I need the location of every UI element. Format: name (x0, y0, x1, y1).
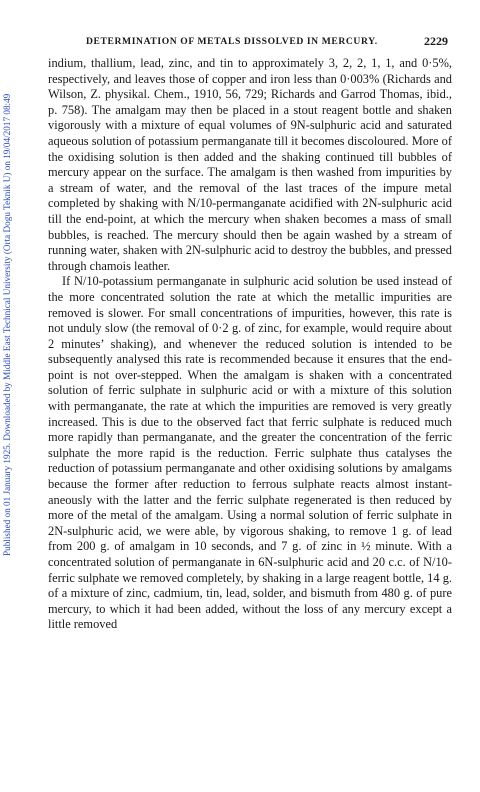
body-text (48, 56, 452, 633)
publication-side-note (2, 0, 16, 560)
page-header (86, 34, 448, 50)
paragraph-1: indium, thallium, lead, zinc, and tin to approximately 3, 2, 2, 1, 1, and 0·5%, respectively, and leaves those of copper and iron less than 0·003% (Richards and Wilson, Z. physikal. Chem., 1910, 56, 729; Richards and Garrod Thomas, ibid., p. 758). The amalgam may then be placed in a stout reagent bottle and shaken vigorously with a mixture of equal volumes of 9N-sulphuric acid and saturated aqueous solution of potassium permanganate till it becomes discoloured. More of the oxidising solution is then added and the shaking continued till bubbles of mercury appear on the surface. The amalgam is then washed from impurities by a stream of water, and the removal of the last traces of the impure metal completed by shaking with N/10-permanganate acidified with 2N-sulphuric acid till the end-point, at which the mercury when shaken becomes a mass of small bubbles, is reached. The mercury should then be again washed by a stream of running water, shaken with 2N-sulphuric acid to destroy the bubbles, and pressed through chamois leather. (48, 56, 452, 273)
paragraph-2: If N/10-potassium permanganate in sulphuric acid solution be used instead of the more concentrated solution the rate at which the metallic impurities are removed is slower. For small concentrations of impurities, however, this rate is not unduly slow (the removal of 0·2 g. of zinc, for example, would require about 2 minutes’ shaking), and whenever the reduced solution is intended to be subsequently analysed this rate is recommended because it ensures that the end-point is not over-stepped. When the amalgam is shaken with a concentrated solution of ferric sulphate in sulphuric acid or with a mixture of this solution with permanganate, the rate at which the impurities are removed is very greatly increased. This is due to the observed fact that ferric sulphate is reduced much more rapidly than permanganate, and the greater the concentration of the ferric sulphate the more rapid is the reduction. Ferric sulphate thus catalyses the reduction of potassium permanganate and other oxidising solutions by amalgams because the former after reduction to ferrous sulphate reacts almost instantaneously with the latter and the ferric sulphate regenerated is then reduced by more of the metal of the amalgam. Using a normal solution of ferric sulphate in 2N-sulphuric acid, we were able, by vigorous shaking, to remove 1 g. of lead from 200 g. of amalgam in 10 seconds, and 7 g. of zinc in ½ minute. With a concentrated solution of permanganate in 6N-sulphuric acid and 20 c.c. of N/10-ferric sulphate we removed completely, by shaking in a large reagent bottle, 14 g. of a mixture of zinc, cadmium, tin, lead, solder, and bismuth from 480 g. of pure mercury, to which it had been added, without the loss of any mercury except a little removed (48, 274, 452, 632)
running-head: DETERMINATION OF METALS DISSOLVED IN MERCURY. (86, 36, 378, 47)
side-note-text: Published on 01 January 1925. Downloaded by Middle East Technical University (Orta Dogu Teknik U) on 19/04/2017 08:49 (2, 93, 12, 556)
page-number: 2229 (424, 34, 448, 48)
